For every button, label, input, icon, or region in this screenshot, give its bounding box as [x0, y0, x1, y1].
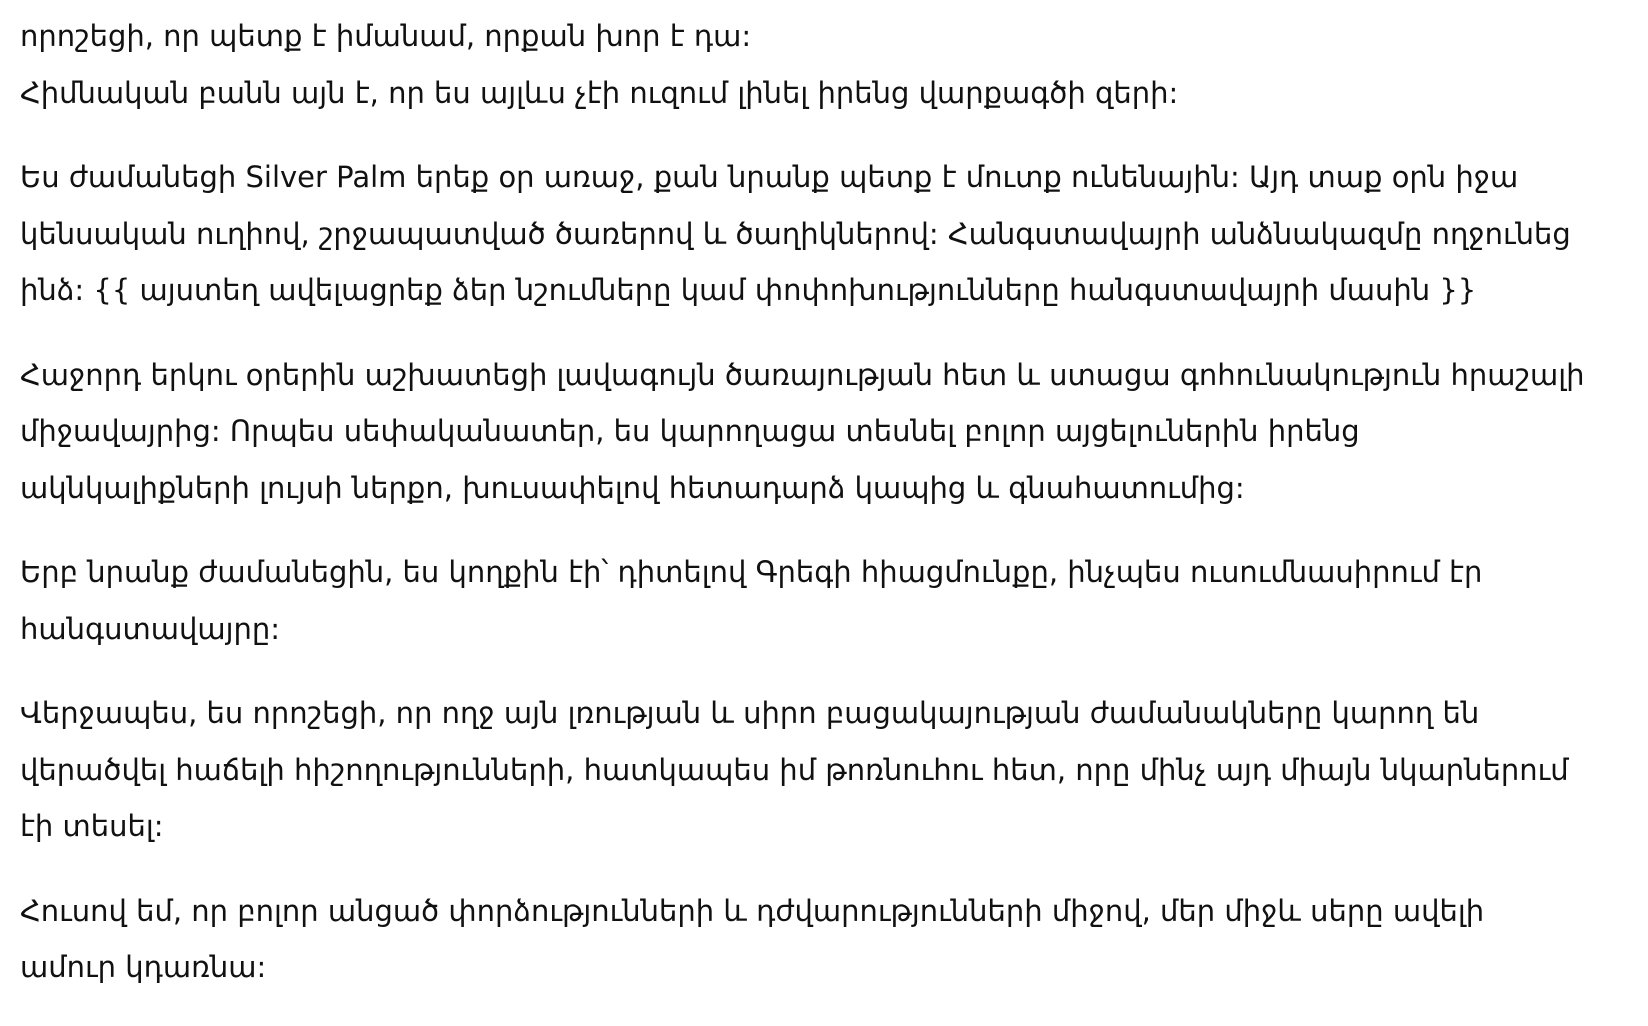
paragraph — [20, 685, 1620, 855]
text-line: հանգստավայրը: — [20, 611, 280, 646]
paragraph — [20, 8, 1620, 121]
paragraph — [20, 883, 1620, 996]
text-line: Հիմնական բանն այն է, որ ես այլևս չէի ուզում լինել իրենց վարքագծի զերի: — [20, 75, 1179, 110]
text-line: Հաջորդ երկու օրերին աշխատեցի լավագույն ծառայության հետ և ստացա գոհունակություն հրաշալի — [20, 357, 1585, 392]
text-line: ինձ: {{ այստեղ ավելացրեք ձեր նշումները կամ փոփոխությունները հանգստավայրի մասին }} — [20, 273, 1477, 307]
text-line: որոշեցի, որ պետք է իմանամ, որքան խոր է դա: — [20, 19, 752, 53]
text-line: կենսական ուղիով, շրջապատված ծառերով և ծաղիկներով: Հանգստավայրի անձնակազմը ողջունեց — [20, 216, 1571, 251]
paragraph — [20, 544, 1620, 657]
document-body — [20, 8, 1620, 996]
text-line: Երբ նրանք ժամանեցին, ես կողքին էի՝ դիտելով Գրեգի հիացմունքը, ինչպես ուսումնասիրում էր — [20, 555, 1483, 589]
text-line: Վերջապես, ես որոշեցի, որ ողջ այն լռության և սիրո բացակայության ժամանակները կարող են — [20, 696, 1480, 730]
text-line: ակնկալիքների լույսի ներքո, խուսափելով հետադարձ կապից և գնահատումից: — [20, 470, 1245, 505]
text-line: ամուր կդառնա: — [20, 950, 267, 984]
text-line: Հուսով եմ, որ բոլոր անցած փորձությունների և դժվարությունների միջով, մեր միջև սերը ավելի — [20, 893, 1485, 928]
paragraph — [20, 149, 1620, 319]
text-line: Ես ժամանեցի Silver Palm երեք օր առաջ, քան նրանք պետք է մուտք ունենային: Այդ տաք օրն իջա — [20, 160, 1519, 194]
text-line: էի տեսել: — [20, 809, 164, 843]
paragraph — [20, 347, 1620, 517]
text-line: վերածվել հաճելի հիշողությունների, հատկապես իմ թոռնուհու հետ, որը մինչ այդ միայն նկարներում — [20, 752, 1569, 787]
text-line: միջավայրից: Որպես սեփականատեր, ես կարողացա տեսնել բոլոր այցելուներին իրենց — [20, 414, 1360, 448]
